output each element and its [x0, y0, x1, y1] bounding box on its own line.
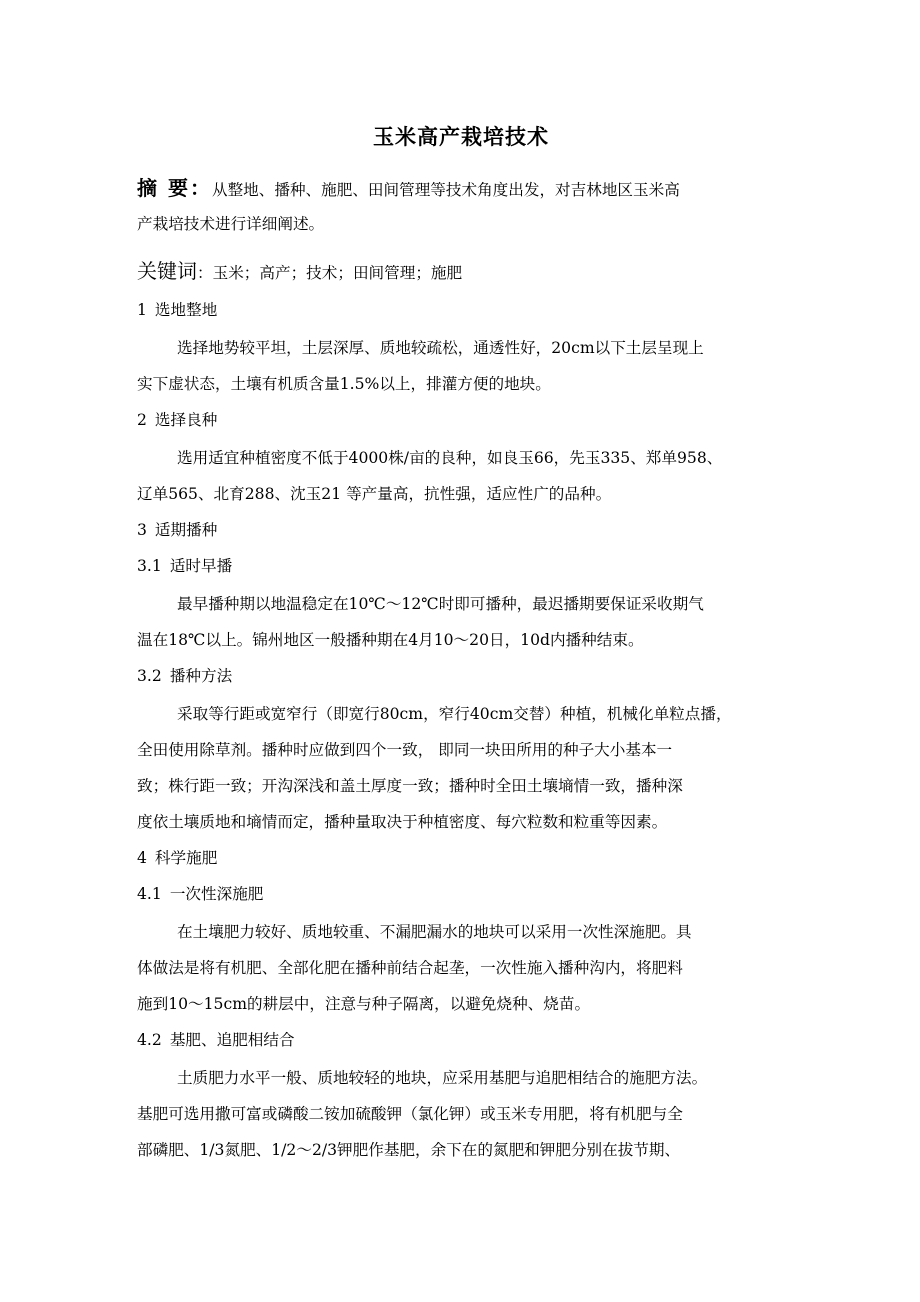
abstract-text-1: 从整地、播种、施肥、田间管理等技术角度出发，对吉林地区玉米高	[211, 181, 680, 199]
paragraph-line: 部磷肥、1/3氮肥、1/2～2/3钾肥作基肥，余下在的氮肥和钾肥分别在拔节期、	[137, 1141, 681, 1159]
abstract-line-1	[137, 170, 785, 206]
paragraph-line: 温在18℃以上。锦州地区一般播种期在4月10～20日，10d内播种结束。	[137, 631, 644, 649]
paragraph-line: 辽单565、北育288、沈玉21 等产量高，抗性强，适应性广的品种。	[137, 485, 612, 503]
section-heading-2: 2 选择良种	[137, 411, 218, 429]
keywords-text: 玉米；高产；技术；田间管理；施肥	[212, 264, 463, 282]
section-heading-4-1: 4.1 一次性深施肥	[137, 885, 264, 903]
section-heading-3: 3 适期播种	[137, 521, 218, 539]
section-body-2	[137, 440, 785, 512]
paragraph-line: 最早播种期以地温稳定在10℃～12℃时即可播种，最迟播期要保证采收期气	[177, 595, 704, 613]
section-heading-3-2: 3.2 播种方法	[137, 667, 233, 685]
paragraph-line: 致；株行距一致；开沟深浅和盖土厚度一致；播种时全田土壤墒情一致，播种深	[137, 777, 683, 795]
paragraph-line: 全田使用除草剂。播种时应做到四个一致， 即同一块田所用的种子大小基本一	[137, 741, 673, 759]
section-heading-3-1: 3.1 适时早播	[137, 557, 233, 575]
section-body-3-1	[137, 586, 785, 658]
keywords-line	[137, 253, 785, 289]
abstract-label: 摘 要：	[137, 176, 212, 200]
paragraph-line: 在土壤肥力较好、质地较重、不漏肥漏水的地块可以采用一次性深施肥。具	[177, 923, 692, 941]
abstract	[137, 170, 785, 242]
section-heading-1: 1 选地整地	[137, 301, 218, 319]
paragraph-line: 度依土壤质地和墒情而定，播种量取决于种植密度、每穴粒数和粒重等因素。	[137, 813, 668, 831]
document-title: 玉米高产栽培技术	[373, 125, 549, 149]
paragraph-line: 选择地势较平坦，土层深厚、质地较疏松，通透性好，20cm以下土层呈现上	[177, 339, 704, 357]
section-body-4-1	[137, 914, 785, 1022]
section-body-4-2	[137, 1060, 785, 1168]
paragraph-line: 实下虚状态，土壤有机质含量1.5%以上，排灌方便的地块。	[137, 375, 551, 393]
abstract-line-2: 产栽培技术进行详细阐述。	[137, 215, 325, 233]
paragraph-line: 土质肥力水平一般、质地较轻的地块，应采用基肥与追肥相结合的施肥方法。	[177, 1069, 708, 1087]
paragraph-line: 采取等行距或宽窄行（即宽行80cm，窄行40cm交替）种植，机械化单粒点播，	[177, 705, 732, 723]
paragraph-line: 施到10～15cm的耕层中，注意与种子隔离，以避免烧种、烧苗。	[137, 995, 591, 1013]
paragraph-line: 选用适宜种植密度不低于4000株/亩的良种，如良玉66，先玉335、郑单958、	[177, 449, 723, 467]
section-heading-4: 4 科学施肥	[137, 849, 218, 867]
keywords	[137, 253, 785, 289]
keywords-label: 关键词	[137, 259, 197, 283]
paragraph-line: 体做法是将有机肥、全部化肥在播种前结合起垄，一次性施入播种沟内，将肥料	[137, 959, 683, 977]
section-body-1	[137, 330, 785, 402]
keywords-separator: ：	[197, 264, 213, 282]
section-body-3-2	[137, 696, 785, 840]
paragraph-line: 基肥可选用撒可富或磷酸二铵加硫酸钾（氯化钾）或玉米专用肥，将有机肥与全	[137, 1105, 683, 1123]
section-heading-4-2: 4.2 基肥、追肥相结合	[137, 1031, 295, 1049]
